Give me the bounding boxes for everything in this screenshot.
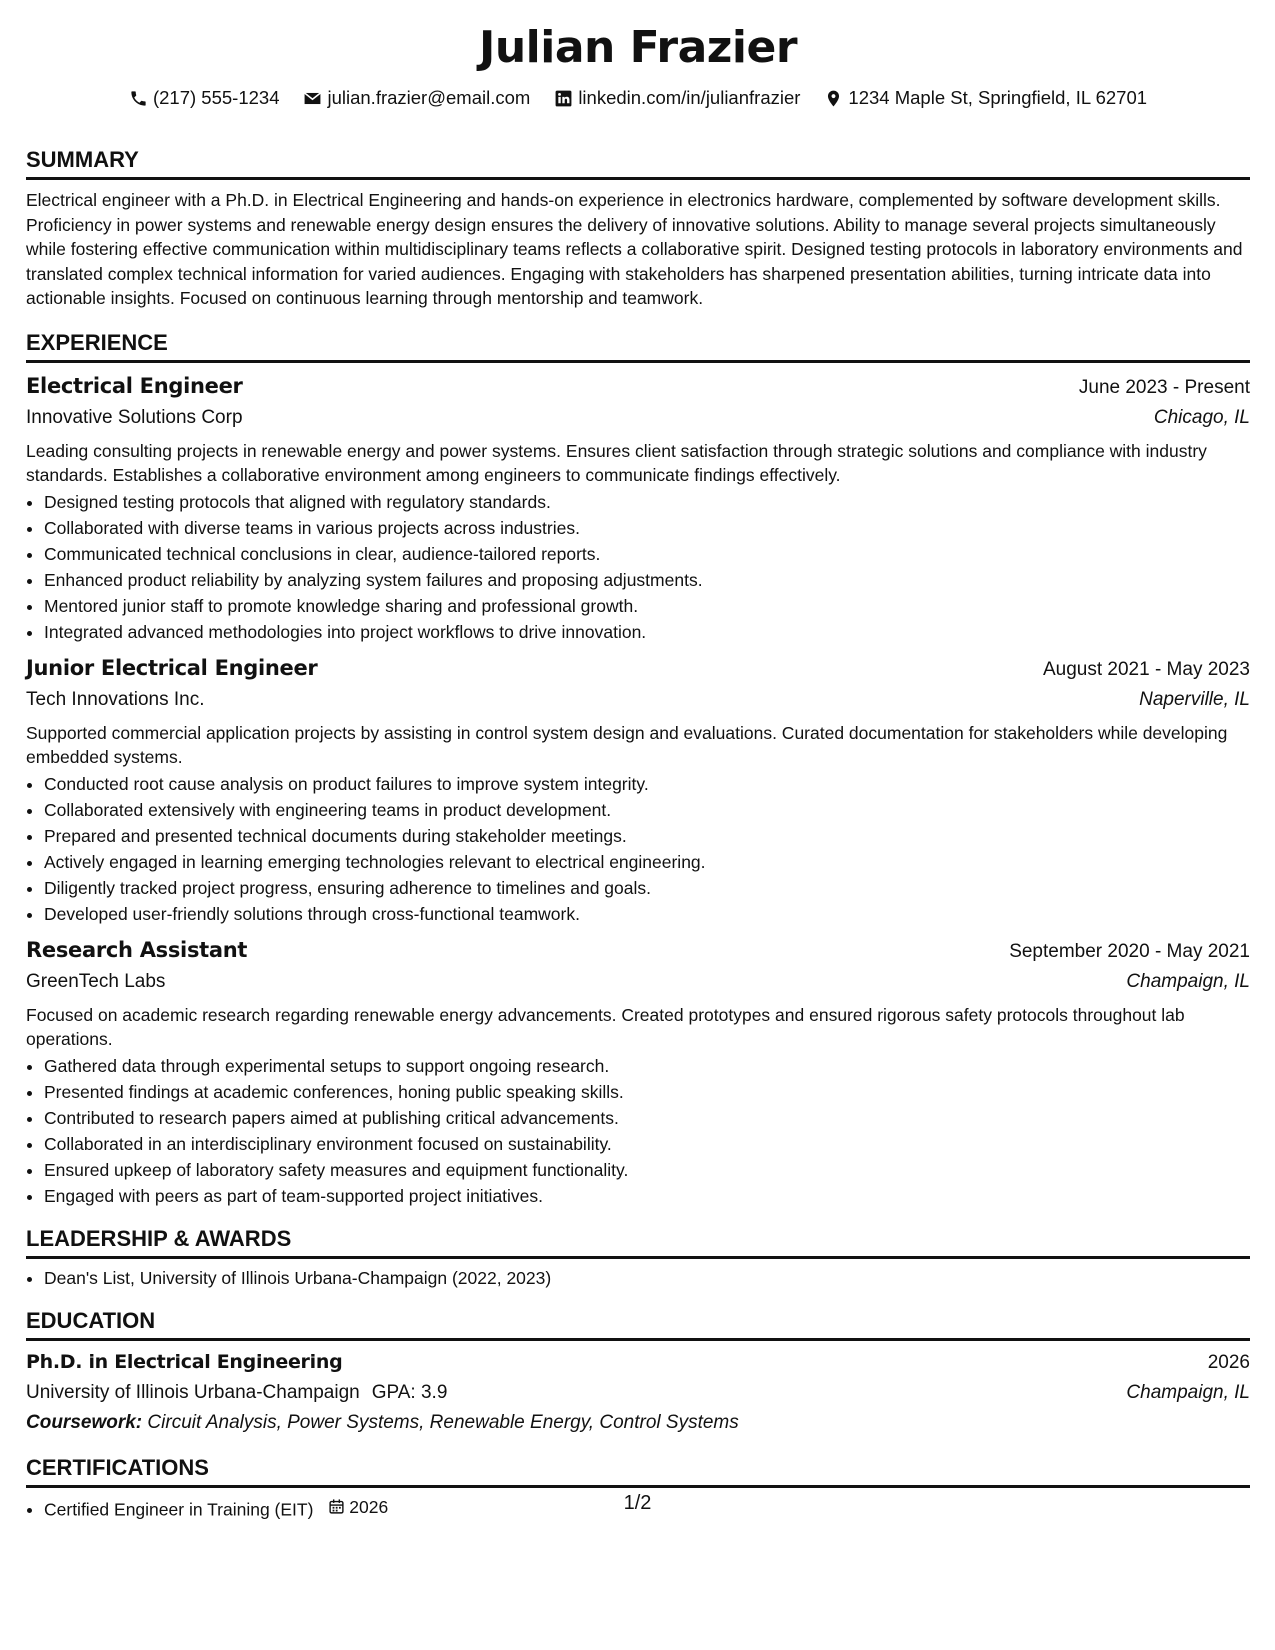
list-item: • Prepared and presented technical documents during stakeholder meetings.: [44, 823, 1250, 849]
job-title: Research Assistant: [26, 937, 248, 962]
list-item: • Collaborated with diverse teams in various projects across industries.: [44, 515, 1250, 541]
education-entry: [26, 1347, 1250, 1438]
contact-bar: [26, 86, 1250, 110]
list-item: • Collaborated in an interdisciplinary environment focused on sustainability.: [44, 1131, 1250, 1157]
list-item: • Gathered data through experimental setups to support ongoing research.: [44, 1053, 1250, 1079]
candidate-name: Julian Frazier: [478, 22, 798, 73]
coursework-text: Circuit Analysis, Power Systems, Renewable Energy, Control Systems: [147, 1411, 739, 1433]
graduation-year: 2026: [1207, 1351, 1250, 1373]
contact-email[interactable]: [303, 86, 530, 110]
page-number: 1/2: [623, 1492, 652, 1514]
school-name: University of Illinois Urbana-Champaign: [26, 1381, 360, 1403]
summary-text: Electrical engineer with a Ph.D. in Electrical Engineering and hands-on experience in electronics hardware, complemented by software development skills. Proficiency in power systems and renewable energy design ensures the delivery of innovative solutions. Ability to manage several projects simultaneously while fostering effective communication within multidisciplinary teams reflects a collaborative spirit. Designed testing protocols in laboratory environments and translated complex technical information for varied audiences. Engaging with stakeholders has sharpened presentation abilities, turning intricate data into actionable insights. Focused on continuous learning through mentorship and teamwork.: [26, 190, 1243, 308]
job-description: Leading consulting projects in renewable energy and power systems. Ensures client satisfaction through strategic solutions and compliance with industry standards. Establishes a collaborative environment among engineers to communicate findings effectively.: [26, 440, 1207, 485]
coursework-line: [26, 1408, 1250, 1438]
experience-heading: EXPERIENCE: [26, 329, 1250, 363]
certification-name: Certified Engineer in Training (EIT): [44, 1499, 314, 1519]
list-item: • Designed testing protocols that aligned with regulatory standards.: [44, 489, 1250, 515]
list-item: • Actively engaged in learning emerging technologies relevant to electrical engineering.: [44, 849, 1250, 875]
list-item: • Collaborated extensively with engineering teams in product development.: [44, 797, 1250, 823]
certification-year: 2026: [349, 1496, 389, 1517]
list-item: • Integrated advanced methodologies into project workflows to drive innovation.: [44, 619, 1250, 645]
summary-heading: SUMMARY: [26, 146, 1250, 180]
job-dates: June 2023 - Present: [1078, 376, 1250, 398]
school-location: Champaign, IL: [1126, 1381, 1250, 1403]
phone-text: (217) 555-1234: [152, 87, 280, 108]
list-item: • Ensured upkeep of laboratory safety measures and equipment functionality.: [44, 1157, 1250, 1183]
list-item: • Presented findings at academic conferences, honing public speaking skills.: [44, 1079, 1250, 1105]
leadership-list: [26, 1265, 1250, 1291]
job-location: Naperville, IL: [1139, 688, 1250, 710]
list-item: • Contributed to research papers aimed at publishing critical advancements.: [44, 1105, 1250, 1131]
envelope-icon: [303, 89, 322, 108]
linkedin-icon: [554, 89, 573, 108]
company-name: Innovative Solutions Corp: [26, 406, 243, 428]
certifications-heading: CERTIFICATIONS: [26, 1454, 1250, 1488]
gpa: GPA: 3.9: [371, 1381, 448, 1403]
job-entry: [26, 653, 1250, 927]
job-bullets: [26, 1053, 1250, 1209]
contact-address: [824, 86, 1147, 110]
job-entry: [26, 371, 1250, 645]
list-item: • Developed user-friendly solutions through cross-functional teamwork.: [44, 901, 1250, 927]
job-description: Supported commercial application projects by assisting in control system design and evaluations. Curated documentation for stakeholders while developing embedded systems.: [26, 722, 1228, 767]
contact-linkedin[interactable]: [554, 86, 800, 110]
company-name: GreenTech Labs: [26, 970, 166, 992]
job-bullets: [26, 771, 1250, 927]
list-item: • Mentored junior staff to promote knowledge sharing and professional growth.: [44, 593, 1250, 619]
job-description: Focused on academic research regarding renewable energy advancements. Created prototypes and ensured rigorous safety protocols throughout lab operations.: [26, 1004, 1185, 1049]
job-title: Electrical Engineer: [26, 373, 243, 398]
list-item: • Communicated technical conclusions in clear, audience-tailored reports.: [44, 541, 1250, 567]
map-pin-icon: [824, 89, 843, 108]
job-location: Chicago, IL: [1153, 406, 1250, 428]
degree-title: Ph.D. in Electrical Engineering: [26, 1350, 343, 1373]
list-item: • Dean's List, University of Illinois Urbana-Champaign (2022, 2023): [44, 1265, 1250, 1291]
job-dates: September 2020 - May 2021: [1009, 940, 1250, 962]
coursework-label: Coursework:: [26, 1411, 143, 1433]
contact-phone: [129, 86, 280, 110]
leadership-heading: LEADERSHIP & AWARDS: [26, 1225, 1250, 1259]
linkedin-text[interactable]: linkedin.com/in/julianfrazier: [578, 87, 801, 108]
list-item: • Enhanced product reliability by analyzing system failures and proposing adjustments.: [44, 567, 1250, 593]
list-item: • Conducted root cause analysis on product failures to improve system integrity.: [44, 771, 1250, 797]
address-text: 1234 Maple St, Springfield, IL 62701: [848, 87, 1148, 108]
education-heading: EDUCATION: [26, 1307, 1250, 1341]
job-location: Champaign, IL: [1126, 970, 1250, 992]
email-text[interactable]: julian.frazier@email.com: [327, 87, 531, 108]
list-item: • Engaged with peers as part of team-supported project initiatives.: [44, 1183, 1250, 1209]
company-name: Tech Innovations Inc.: [26, 688, 205, 710]
list-item: • Diligently tracked project progress, ensuring adherence to timelines and goals.: [44, 875, 1250, 901]
resume-page: [26, 0, 1250, 1522]
job-dates: August 2021 - May 2023: [1042, 658, 1250, 680]
phone-icon: [129, 89, 148, 108]
job-title: Junior Electrical Engineer: [26, 655, 318, 680]
job-entry: [26, 935, 1250, 1209]
job-bullets: [26, 489, 1250, 645]
